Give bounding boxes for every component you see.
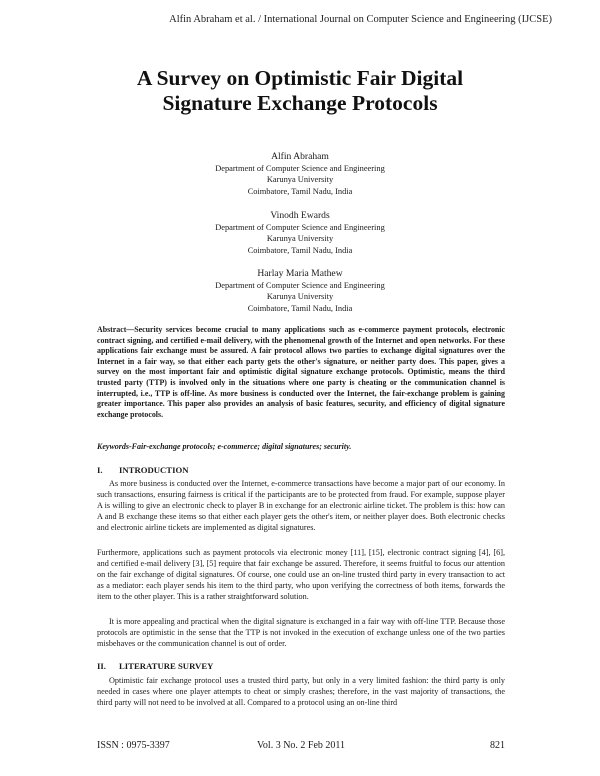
author-university: Karunya University — [266, 234, 334, 244]
running-header: Alfin Abraham et al. / International Journal on Computer Science and Engineering (IJCSE) — [169, 14, 552, 25]
section-number: II. — [97, 661, 106, 671]
author-department: Department of Computer Science and Engineering — [215, 164, 385, 174]
author-name: Harlay Maria Mathew — [257, 268, 343, 279]
footer-issn: ISSN : 0975-3397 — [97, 740, 170, 751]
author-location: Coimbatore, Tamil Nadu, India — [247, 245, 353, 255]
title-line-1: A Survey on Optimistic Fair Digital — [136, 66, 464, 90]
paragraph-1: As more business is conducted over the Internet, e-commerce transactions have become a major part of our economy. In such transactions, ensuring fairness is critical if the participants are to be protected from fraud. For example, suppose player A is willing to give an electronic check to player B in exchange for an electronic airline ticket. The problem is this: how can A and B exchange these items so that either each player gets the other's item, or neither player does. Both electronic checks and electronic airline tickets are implemented as digital signatures. — [97, 479, 505, 532]
section-heading-introduction — [97, 465, 505, 475]
page-number: 821 — [490, 740, 505, 751]
author-name: Alfin Abraham — [271, 151, 329, 162]
section-title: LITERATURE SURVEY — [119, 661, 214, 671]
title-line-2: Signature Exchange Protocols — [162, 91, 438, 115]
keywords: Keywords-Fair-exchange protocols; e-commerce; digital signatures; security. — [97, 442, 352, 451]
author-department: Department of Computer Science and Engineering — [215, 281, 385, 291]
author-block-1 — [0, 151, 600, 197]
author-department: Department of Computer Science and Engineering — [215, 223, 385, 233]
paragraph-4: Optimistic fair exchange protocol uses a trusted third party, but only in a very limited fashion: the third party is only needed in cases where one player attempts to cheat or simply crashes; therefore, in the vast majority of transactions, the third party will not need to be involved at all. Compared to a protocol using an on-line third — [97, 676, 505, 707]
author-name: Vinodh Ewards — [270, 210, 330, 221]
abstract: Abstract—Security services become crucial to many applications such as e-commerce payment protocols, electronic contract signing, and certified e-mail delivery, with the phenomenal growth of the Internet and open networks. For these applications fair exchange must be assured. A fair protocol allows two parties to exchange digital signatures over the Internet in a fair way, so that either each party gets the other's signature, or neither party does. This paper, gives a survey on the most important fair and optimistic digital signature exchange protocols. Optimistic, means the third trusted party (TTP) is involved only in the situations where one party is cheating or the communication channel is interrupted, i.e., TTP is off-line. As more business is conducted over the Internet, the fair-exchange problem is gaining greater importance. This paper also provides an analysis of basic features, security, and efficiency of digital signature exchange protocols. — [97, 325, 505, 419]
paper-title — [0, 66, 600, 116]
section-heading-literature-survey — [97, 661, 505, 671]
footer-volume: Vol. 3 No. 2 Feb 2011 — [257, 740, 346, 751]
paragraph-2: Furthermore, applications such as payment protocols via electronic money [11], [15], electronic contract signing [4], [6], and certified e-mail delivery [3], [5] require that fair exchange be assured. Therefore, it seems fruitful to focus our attention on the fair exchange of digital signatures. Of course, one could use an on-line trusted third party in every transaction to act as a mediator: each player sends his item to the third party, who upon verifying the correctness of both items, forwards the item to the other player. This is a rather straightforward solution. — [97, 548, 505, 601]
author-block-2 — [0, 210, 600, 256]
section-number: I. — [97, 465, 103, 475]
author-location: Coimbatore, Tamil Nadu, India — [247, 186, 353, 196]
author-block-3 — [0, 268, 600, 314]
author-university: Karunya University — [266, 175, 334, 185]
paragraph-3: It is more appealing and practical when the digital signature is exchanged in a fair way with off-line TTP. Because those protocols are optimistic in the sense that the TTP is not invoked in the execution of exchange unless one of the two parties misbehaves or the communication channel is out of order. — [97, 617, 505, 648]
author-university: Karunya University — [266, 292, 334, 302]
author-location: Coimbatore, Tamil Nadu, India — [247, 303, 353, 313]
section-title: INTRODUCTION — [119, 465, 189, 475]
